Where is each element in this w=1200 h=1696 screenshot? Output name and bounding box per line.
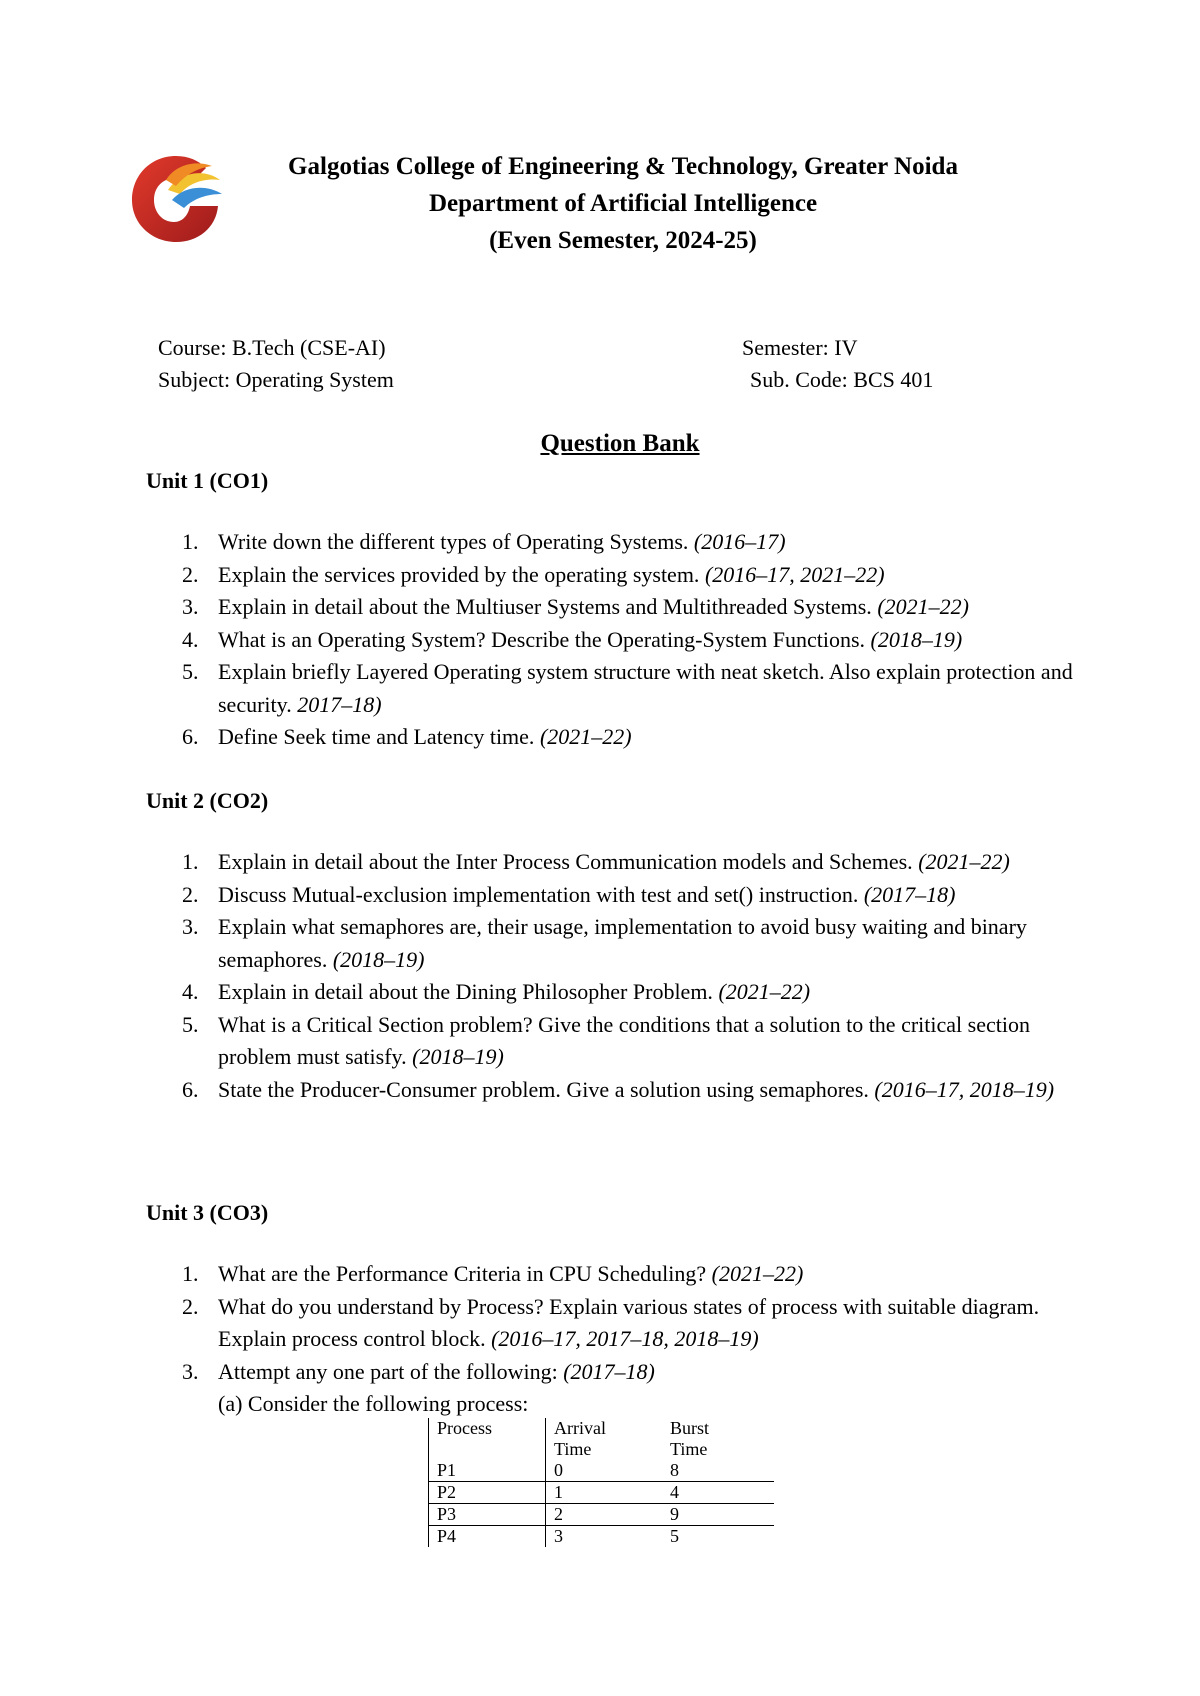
question-item: 2. Explain the services provided by the operating system. (2016–17, 2021–22) <box>182 561 885 587</box>
question-item: 6. State the Producer-Consumer problem. Give a solution using semaphores. (2016–17, 2018–19) <box>182 1076 1055 1102</box>
table-cell: 3 <box>546 1526 663 1548</box>
unit-heading: Unit 1 (CO1) <box>146 468 269 493</box>
question-item: 2. What do you understand by Process? Explain various states of process with suitable diagram. Explain process control block. (2016–17, 2017–18, 2018–19) <box>182 1293 1040 1351</box>
question-item: 1. Write down the different types of Operating Systems. (2016–17) <box>182 529 786 554</box>
table-cell: P4 <box>429 1526 546 1548</box>
question-item: 5. What is a Critical Section problem? Give the conditions that a solution to the critical section problem must satisfy. (2018–19) <box>182 1011 1030 1069</box>
college-name: Galgotias College of Engineering & Technology, Greater Noida <box>288 153 958 180</box>
table-row <box>429 1460 775 1482</box>
course-info-left <box>158 332 394 396</box>
table-cell: 1 <box>546 1482 663 1504</box>
document-header <box>200 148 1046 259</box>
subject-label: Subject: Operating System <box>158 367 394 392</box>
question-item: 4. What is an Operating System? Describe the Operating-System Functions. (2018–19) <box>182 626 963 652</box>
question-item: 4. Explain in detail about the Dining Philosopher Problem. (2021–22) <box>182 979 811 1004</box>
table-row <box>429 1482 775 1504</box>
table-cell: 0 <box>546 1460 663 1482</box>
question-item: 1. Explain in detail about the Inter Process Communication models and Schemes. (2021–22) <box>182 849 1010 874</box>
question-list-unit-3 <box>146 1258 1096 1421</box>
department-name: Department of Artificial Intelligence <box>428 190 818 217</box>
table-cell: 4 <box>662 1482 774 1504</box>
sub-code-label: Sub. Code: BCS 401 <box>750 367 934 392</box>
course-label: Course: B.Tech (CSE-AI) <box>158 335 386 360</box>
semester-session: (Even Semester, 2024-25) <box>489 227 757 254</box>
table-cell: P1 <box>429 1460 546 1482</box>
course-info-right <box>742 332 933 396</box>
question-list-unit-2 <box>146 846 1096 1106</box>
unit-heading: Unit 3 (CO3) <box>146 1200 269 1225</box>
table-row <box>429 1504 775 1526</box>
question-item: 2. Discuss Mutual-exclusion implementation with test and set() instruction. (2017–18) <box>182 881 956 907</box>
sub-question-a: (a) Consider the following process: <box>218 1391 529 1416</box>
table-cell: 5 <box>670 1526 679 1546</box>
question-item: 3. Explain in detail about the Multiuser Systems and Multithreaded Systems. (2021–22) <box>182 594 969 619</box>
table-cell: 8 <box>662 1460 774 1482</box>
unit-heading: Unit 2 (CO2) <box>146 788 269 813</box>
table-row <box>429 1526 775 1548</box>
process-table <box>428 1418 774 1547</box>
question-item: 3. Attempt any one part of the following: (2017–18) <box>182 1358 655 1384</box>
question-bank-title: Question Bank <box>540 430 700 457</box>
table-cell: P3 <box>429 1504 546 1526</box>
table-header-cell: Process <box>429 1418 546 1460</box>
table-header-cell: Arrival Time <box>546 1418 663 1460</box>
question-list-unit-1 <box>146 526 1096 754</box>
table-header-cell: Burst Time <box>670 1418 710 1459</box>
table-cell: 2 <box>546 1504 663 1526</box>
question-item: 5. Explain briefly Layered Operating system structure with neat sketch. Also explain protection and security. 2017–18) <box>182 659 1073 717</box>
semester-label: Semester: IV <box>742 335 858 360</box>
table-cell: P2 <box>429 1482 546 1504</box>
table-cell: 9 <box>662 1504 774 1526</box>
question-item: 1. What are the Performance Criteria in CPU Scheduling? (2021–22) <box>182 1261 804 1286</box>
question-item: 3. Explain what semaphores are, their usage, implementation to avoid busy waiting and binary semaphores. (2018–19) <box>182 914 1027 972</box>
question-item: 6. Define Seek time and Latency time. (2021–22) <box>182 724 632 749</box>
table-header-row <box>429 1418 775 1460</box>
